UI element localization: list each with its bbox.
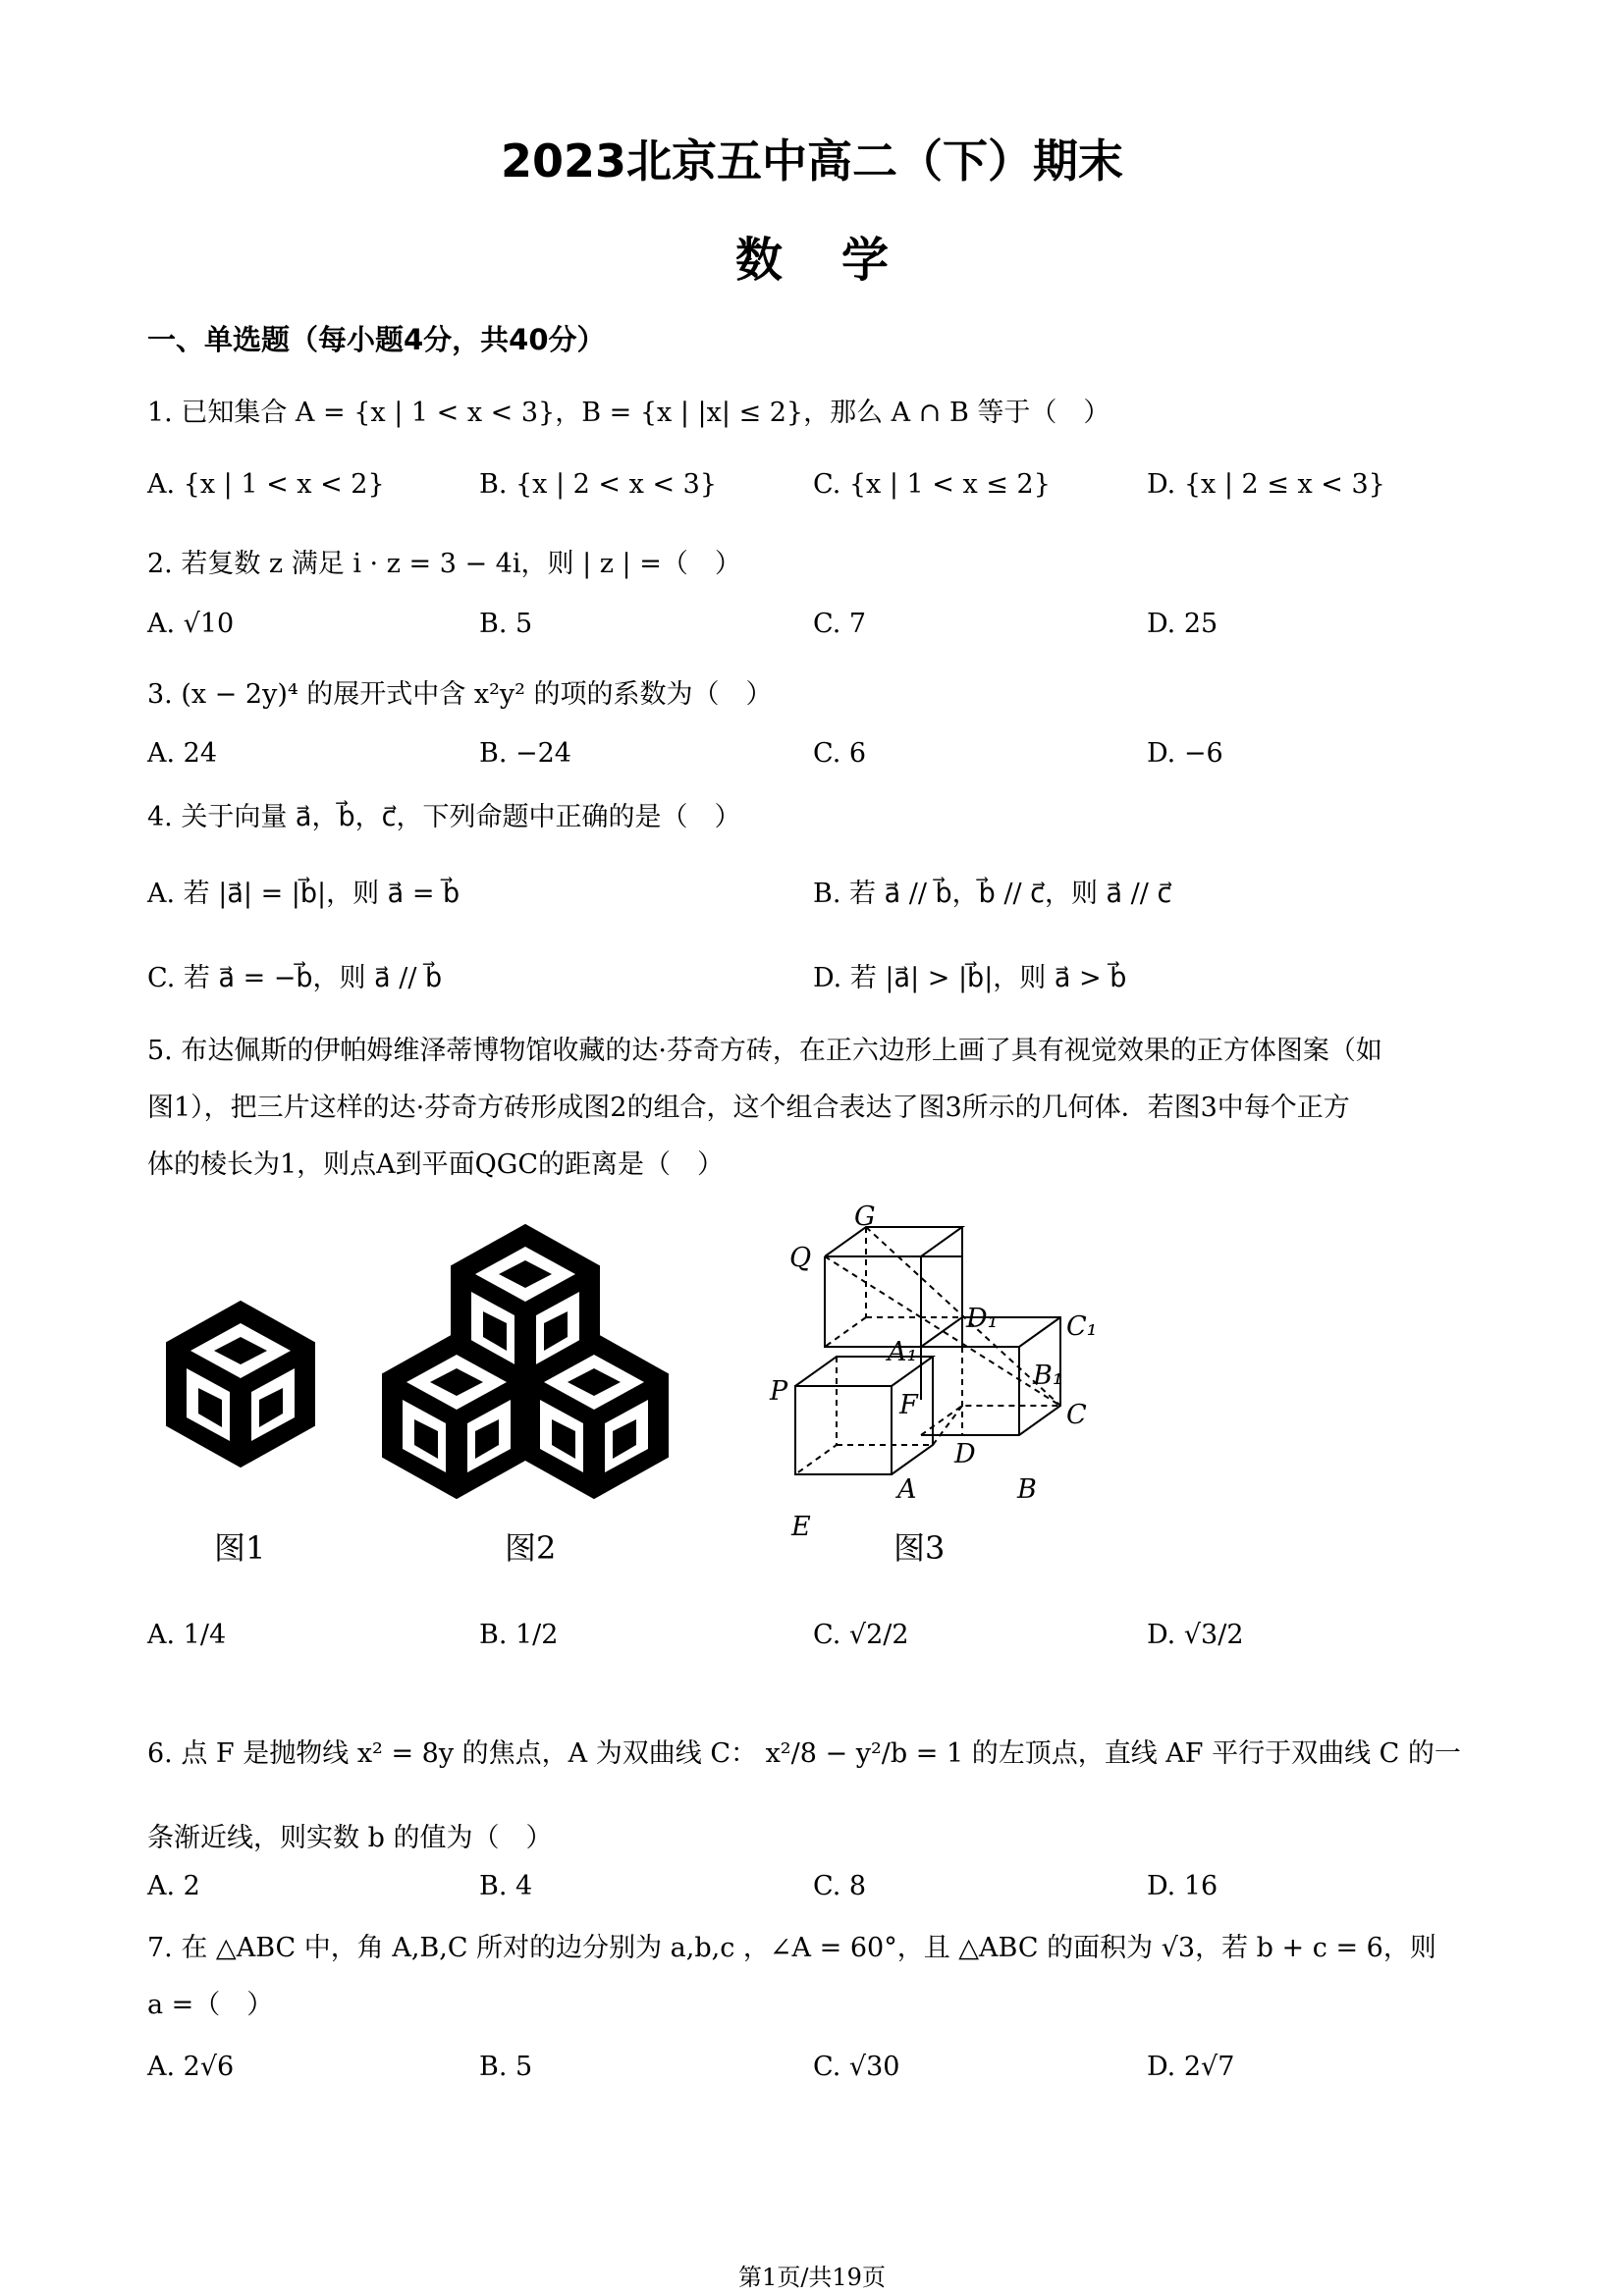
q2-stem: 2. 若复数 z 满足 i · z = 3 − 4i，则 | z | =（ ）: [147, 549, 741, 579]
q7-option-a: A. 2√6: [147, 2052, 235, 2082]
figure-3-label-c: C: [1066, 1400, 1087, 1430]
q2-option-b: B. 5: [479, 609, 533, 639]
figure-3-label-g: G: [854, 1201, 876, 1232]
q3-stem: 3. (x − 2y)⁴ 的展开式中含 x²y² 的项的系数为（ ）: [147, 679, 773, 710]
q7-option-b: B. 5: [479, 2052, 533, 2082]
q2-option-c: C. 7: [813, 609, 867, 639]
q4-stem: 4. 关于向量 a⃗，b⃗，c⃗，下列命题中正确的是（ ）: [147, 802, 741, 832]
q1-option-c: C. {x | 1 < x ≤ 2}: [813, 469, 1051, 500]
q7-stem-line-2: a =（ ）: [147, 1990, 274, 2020]
q2-option-a: A. √10: [147, 609, 235, 639]
q4-option-a: A. 若 |a⃗| = |b⃗|，则 a⃗ = b⃗: [147, 879, 460, 909]
q5-stem-line-1: 5. 布达佩斯的伊帕姆维泽蒂博物馆收藏的达·芬奇方砖，在正六边形上画了具有视觉效果的正方体图案（如: [147, 1036, 1382, 1066]
figure-3-label-a: A: [897, 1474, 917, 1505]
section-heading: 一、单选题（每小题4分，共40分）: [147, 323, 606, 356]
figure-2-tile-combination: [373, 1217, 677, 1502]
q1-option-b: B. {x | 2 < x < 3}: [479, 469, 718, 500]
figure-3-caption: 图3: [893, 1529, 946, 1567]
q5-option-a: A. 1/4: [147, 1620, 227, 1650]
figure-3-label-a1: A₁: [888, 1337, 918, 1367]
figure-1-davinci-tile: [157, 1294, 324, 1470]
page-title: 2023北京五中高二（下）期末: [500, 134, 1124, 187]
q4-option-b: B. 若 a⃗ // b⃗，b⃗ // c⃗，则 a⃗ // c⃗: [813, 879, 1172, 909]
figure-3-label-q: Q: [789, 1243, 812, 1273]
q3-option-b: B. −24: [479, 738, 571, 769]
q3-option-a: A. 24: [147, 738, 218, 769]
figure-3-cube-solid: [756, 1201, 1129, 1542]
q6-option-c: C. 8: [813, 1871, 867, 1901]
q1-stem: 1. 已知集合 A = {x | 1 < x < 3}，B = {x | |x| ≤ 2}，那么 A ∩ B 等于（ ）: [147, 398, 1110, 428]
q4-option-c: C. 若 a⃗ = −b⃗，则 a⃗ // b⃗: [147, 963, 443, 993]
q2-option-d: D. 25: [1147, 609, 1218, 639]
figure-1-caption: 图1: [214, 1529, 266, 1567]
q6-option-a: A. 2: [147, 1871, 200, 1901]
q5-option-b: B. 1/2: [479, 1620, 559, 1650]
q1-option-a: A. {x | 1 < x < 2}: [147, 469, 385, 500]
figure-3-label-b1: B₁: [1033, 1361, 1063, 1391]
q7-option-d: D. 2√7: [1147, 2052, 1235, 2082]
figure-3-label-d1: D₁: [966, 1304, 999, 1334]
q7-stem-line-1: 7. 在 △ABC 中，角 A,B,C 所对的边分别为 a,b,c ，∠A = 60°，且 △ABC 的面积为 √3，若 b + c = 6，则: [147, 1933, 1436, 1963]
q5-stem-line-3: 体的棱长为1，则点A到平面QGC的距离是（ ）: [147, 1149, 725, 1180]
q6-option-b: B. 4: [479, 1871, 533, 1901]
q5-option-c: C. √2/2: [813, 1620, 909, 1650]
q5-option-d: D. √3/2: [1147, 1620, 1244, 1650]
q6-stem-line-2: 条渐近线，则实数 b 的值为（ ）: [147, 1823, 553, 1853]
q6-stem-line-1: 6. 点 F 是抛物线 x² = 8y 的焦点，A 为双曲线 C： x²/8 − y²/b = 1 的左顶点，直线 AF 平行于双曲线 C 的一: [147, 1738, 1461, 1769]
figure-3-label-c1: C₁: [1066, 1311, 1098, 1342]
q1-option-d: D. {x | 2 ≤ x < 3}: [1147, 469, 1385, 500]
q3-option-d: D. −6: [1147, 738, 1223, 769]
figure-3-label-b: B: [1017, 1474, 1037, 1505]
subject-title: 数学: [734, 233, 947, 288]
figure-2-caption: 图2: [505, 1529, 557, 1567]
q7-option-c: C. √30: [813, 2052, 900, 2082]
q4-option-d: D. 若 |a⃗| > |b⃗|，则 a⃗ > b⃗: [813, 963, 1127, 993]
figure-3-label-d: D: [954, 1439, 976, 1469]
page-footer: 第1页/共19页: [738, 2264, 886, 2291]
figure-3-label-e: E: [791, 1512, 811, 1542]
q3-option-c: C. 6: [813, 738, 867, 769]
figure-3-label-p: P: [770, 1376, 788, 1407]
q6-option-d: D. 16: [1147, 1871, 1218, 1901]
figure-3-label-f: F: [899, 1390, 918, 1420]
q5-stem-line-2: 图1），把三片这样的达·芬奇方砖形成图2的组合，这个组合表达了图3所示的几何体．若图3中每个正方: [147, 1093, 1350, 1123]
